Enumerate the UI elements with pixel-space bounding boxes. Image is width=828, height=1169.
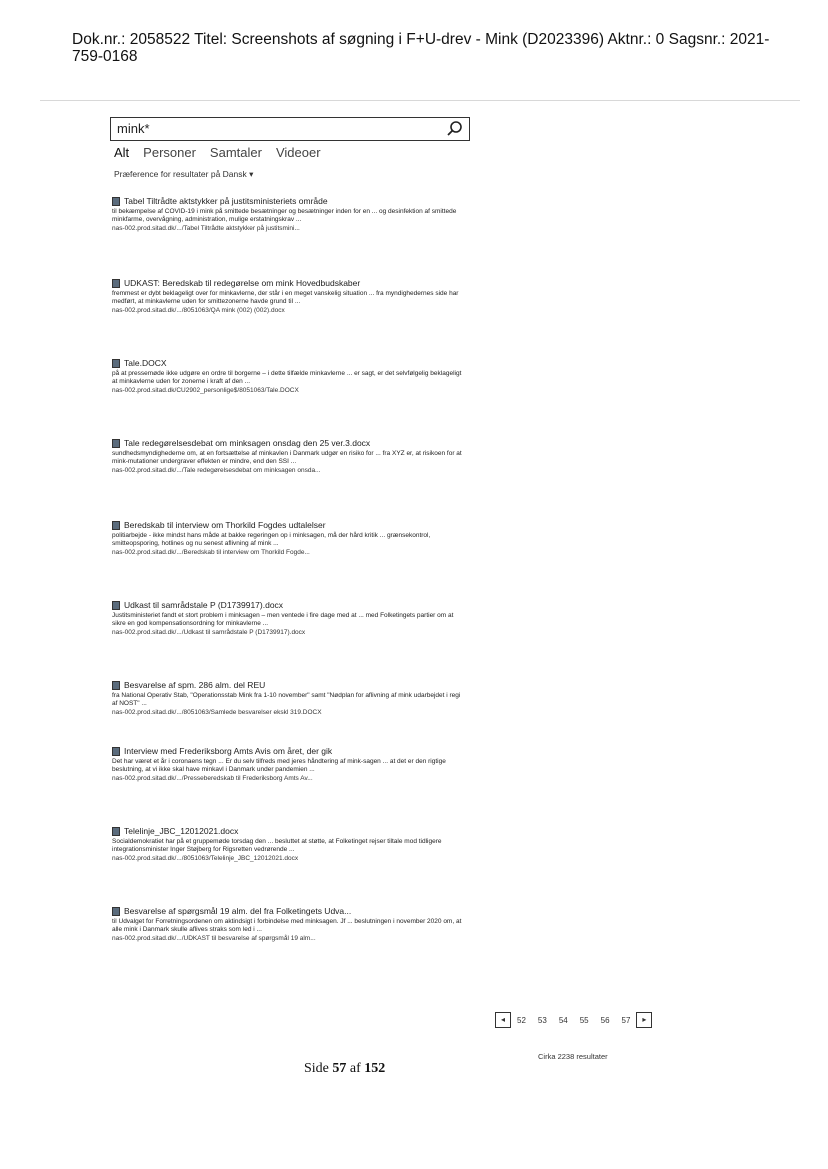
result-count: Cirka 2238 resultater xyxy=(538,1052,608,1061)
document-icon xyxy=(112,197,120,206)
page-number-footer xyxy=(304,1061,385,1077)
result-title[interactable]: Tabel Tiltrådte aktstykker på justitsministeriets område xyxy=(124,196,328,206)
result-title[interactable]: Besvarelse af spørgsmål 19 alm. del fra Folketingets Udva... xyxy=(124,906,352,916)
tab-videoer[interactable]: Videoer xyxy=(275,145,321,160)
document-icon xyxy=(112,601,120,610)
tab-personer[interactable]: Personer xyxy=(143,145,196,160)
document-icon xyxy=(112,747,120,756)
result-path: nas-002.prod.sitad.dk/.../Udkast til samrådstale P (D1739917).docx xyxy=(112,629,306,636)
search-icon[interactable] xyxy=(445,119,465,139)
result-title[interactable]: Tale.DOCX xyxy=(124,358,167,368)
search-result[interactable] xyxy=(112,278,472,314)
footer-total-pages: 152 xyxy=(364,1061,386,1076)
result-path: nas-002.prod.sitad.dk/.../Beredskab til interview om Thorkild Fogde... xyxy=(112,549,310,556)
next-page-button[interactable]: ▸ xyxy=(636,1012,652,1028)
result-snippet: Socialdemokratiet har på et gruppemøde torsdag den ... besluttet at støtte, at Folketinget rejser tiltale mod tidligere integrationsminister Inger Støjberg for Rigsretten vedrørende ... xyxy=(112,838,442,853)
result-title[interactable]: Interview med Frederiksborg Amts Avis om året, der gik xyxy=(124,746,333,756)
search-result[interactable] xyxy=(112,196,472,232)
document-icon xyxy=(112,681,120,690)
result-title[interactable]: Udkast til samrådstale P (D1739917).docx xyxy=(124,600,284,610)
result-title[interactable]: Tale redegørelsesdebat om minksagen onsdag den 25 ver.3.docx xyxy=(124,438,371,448)
page-link[interactable]: 55 xyxy=(579,1015,589,1025)
result-path: nas-002.prod.sitad.dk/.../8051063/Telelinje_JBC_12012021.docx xyxy=(112,855,299,862)
result-snippet: fremmest er dybt beklageligt over for minkavlerne, der står i en meget vanskelig situation ... fra myndighedernes side har medført, at minkavlerne uden for smittezonerne havde grund til ... xyxy=(112,290,459,305)
footer-prefix: Side xyxy=(304,1061,333,1076)
document-icon xyxy=(112,439,120,448)
result-path: nas-002.prod.sitad.dk/CU2902_personlige$/8051063/Tale.DOCX xyxy=(112,387,299,394)
search-result[interactable] xyxy=(112,906,472,942)
search-result[interactable] xyxy=(112,826,472,862)
search-result[interactable] xyxy=(112,746,472,782)
result-path: nas-002.prod.sitad.dk/.../UDKAST til besvarelse af spørgsmål 19 alm... xyxy=(112,935,316,942)
search-result[interactable] xyxy=(112,438,472,474)
result-snippet: Det har været et år i coronaens tegn ... Er du selv tilfreds med jeres håndtering af mink-sagen ... at det er den rigtige beslutning, at vi ikke skal have minkavl i Danmark under pandemien ... xyxy=(112,758,446,773)
search-result[interactable] xyxy=(112,680,472,716)
search-result[interactable] xyxy=(112,358,472,394)
footer-current-page: 57 xyxy=(332,1061,347,1076)
result-snippet: sundhedsmyndighederne om, at en fortsættelse af minkavlen i Danmark udgør en risiko for ... fra XYZ er, at risikoen for at mink-mutationer undergraver effekten er mindre, end den SSI ... xyxy=(112,450,462,465)
language-preference-dropdown[interactable]: Præference for resultater på Dansk ▾ xyxy=(114,169,254,179)
result-snippet: til bekæmpelse af COVID-19 i mink på smittede besætninger og besætninger inden for en ... og desinfektion af smittede minkfarme, overvågning, administration, mulige erstatningskrav ... xyxy=(112,208,457,223)
search-input[interactable]: mink* xyxy=(117,121,150,136)
page-link[interactable]: 52 xyxy=(517,1015,526,1025)
result-title[interactable]: Besvarelse af spm. 286 alm. del REU xyxy=(124,680,266,690)
result-snippet: på at pressemøde ikke udgøre en ordre til borgerne – i dette tilfælde minkavlerne ... er sagt, er det selvfølgelig beklageligt at minkavlerne uden for zonerne i kraft af den ... xyxy=(112,370,462,385)
result-snippet: fra National Operativ Stab, "Operationsstab Mink fra 1-10 november" samt "Nødplan for aflivning af mink udarbejdet i regi af NOST" ... xyxy=(112,692,461,707)
search-result[interactable] xyxy=(112,600,472,636)
page-link[interactable]: 54 xyxy=(558,1015,568,1025)
scan-artifact-line xyxy=(40,100,800,101)
result-snippet: Justitsministeriet fandt et stort problem i minksagen – men ventede i fire dage med at ... med Folketingets partier om at sikre en god kompensationsordning for minkavlerne ... xyxy=(112,612,454,627)
result-title[interactable]: Telelinje_JBC_12012021.docx xyxy=(124,826,239,836)
search-tabs xyxy=(114,145,321,161)
document-icon xyxy=(112,827,120,836)
page-link[interactable]: 53 xyxy=(537,1015,547,1025)
result-path: nas-002.prod.sitad.dk/.../Tabel Tiltrådte aktstykker på justitsmini... xyxy=(112,225,300,232)
result-title[interactable]: Beredskab til interview om Thorkild Fogdes udtalelser xyxy=(124,520,326,530)
previous-page-button[interactable]: ◂ xyxy=(495,1012,511,1028)
result-path: nas-002.prod.sitad.dk/.../Presseberedskab til Frederiksborg Amts Av... xyxy=(112,775,313,782)
tab-samtaler[interactable]: Samtaler xyxy=(209,145,262,160)
document-header: Dok.nr.: 2058522 Titel: Screenshots af søgning i F+U-drev - Mink (D2023396) Aktnr.: 0 Sagsnr.: 2021-759-0168 xyxy=(72,31,770,65)
result-path: nas-002.prod.sitad.dk/.../8051063/Samlede besvarelser ekskl 319.DOCX xyxy=(112,709,322,716)
result-snippet: til Udvalget for Forretningsordenen om aktindsigt i forbindelse med minksagen. Jf ... beslutningen i november 2020 om, at alle mink i Danmark skulle aflives straks som led i ... xyxy=(112,918,462,933)
result-title[interactable]: UDKAST: Beredskab til redegørelse om mink Hovedbudskaber xyxy=(124,278,361,288)
document-icon xyxy=(112,359,120,368)
result-path: nas-002.prod.sitad.dk/.../8051063/QA mink (002) (002).docx xyxy=(112,307,285,314)
current-page: 57 xyxy=(621,1015,631,1025)
footer-separator: af xyxy=(346,1061,365,1076)
search-result[interactable] xyxy=(112,520,472,556)
document-icon xyxy=(112,907,120,916)
tab-alt[interactable]: Alt xyxy=(114,145,130,160)
search-box[interactable] xyxy=(110,117,470,141)
result-path: nas-002.prod.sitad.dk/.../Tale redegørelsesdebat om minksagen onsda... xyxy=(112,467,321,474)
page-link[interactable]: 56 xyxy=(600,1015,610,1025)
document-icon xyxy=(112,521,120,530)
pagination xyxy=(495,1012,652,1028)
result-snippet: politiarbejde - ikke mindst hans måde at bakke regeringen op i minksagen, må der hård kritik ... grænsekontrol, smitteopsporing, hotlines og nu senest aflivning af mink ... xyxy=(112,532,431,547)
document-icon xyxy=(112,279,120,288)
